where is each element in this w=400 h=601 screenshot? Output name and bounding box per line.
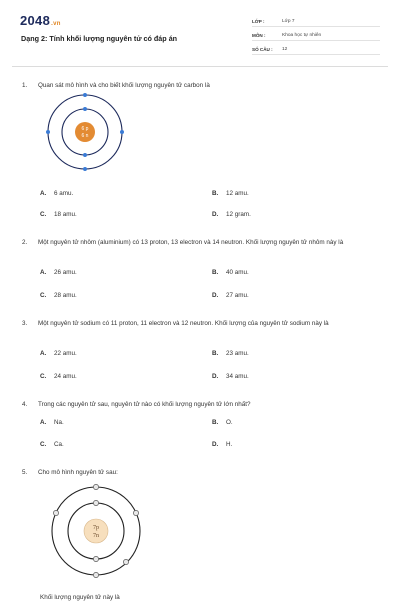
option-letter: A. [40,269,47,276]
option-2c[interactable] [40,292,77,299]
nucleus-protons: 7p [93,525,99,531]
question-number: 1. [22,82,28,89]
question-1 [22,80,381,92]
logo-suffix: .vn [51,21,61,27]
option-3a[interactable] [40,350,77,357]
option-text: H. [226,441,233,448]
meta-label: SỐ CÂU : [252,47,273,52]
question-5 [22,467,381,479]
question-3 [22,318,381,330]
option-4c[interactable] [40,441,64,448]
option-text: O. [226,419,233,426]
option-letter: D. [212,211,219,218]
option-letter: C. [40,373,47,380]
option-text: 27 amu. [226,292,249,299]
question-text: Quan sát mô hình và cho biết khối lượng nguyên tử carbon là [38,82,210,89]
meta-row-class [252,14,380,27]
meta-info [252,14,380,56]
page-header [0,0,400,64]
option-text: 22 amu. [54,350,77,357]
logo-main: 2048 [20,13,51,28]
option-text: 24 amu. [54,373,77,380]
option-4a[interactable] [40,419,64,426]
option-4d[interactable] [212,441,232,448]
option-text: 12 amu. [226,190,249,197]
option-4b[interactable] [212,419,233,426]
option-letter: D. [212,292,219,299]
meta-value: Lớp 7 [282,19,295,24]
option-text: Na. [54,419,64,426]
option-text: 26 amu. [54,269,77,276]
question-2 [22,237,381,249]
option-1a[interactable] [40,190,73,197]
option-1d[interactable] [212,211,251,218]
question-text: Một nguyên tử sodium có 11 proton, 11 electron và 12 neutron. Khối lượng của nguyên tử sodium này là [38,320,329,327]
option-letter: D. [212,441,219,448]
option-text: 34 amu. [226,373,249,380]
carbon-atom-diagram [44,92,128,174]
question-5-trailing-text: Khối lượng nguyên tử này là [40,594,120,601]
option-1c[interactable] [40,211,77,218]
option-letter: C. [40,292,47,299]
option-letter: A. [40,350,47,357]
option-3c[interactable] [40,373,77,380]
question-text: Trong các nguyên tử sau, nguyên tử nào có khối lượng nguyên tử lớn nhất? [38,401,251,408]
meta-row-subject [252,28,380,41]
nucleus-protons: 6 p [81,126,89,132]
question-number: 2. [22,239,28,246]
option-text: 18 amu. [54,211,77,218]
meta-value: 12 [282,47,288,52]
option-3b[interactable] [212,350,249,357]
meta-row-count [252,42,380,55]
nucleus-neutrons: 6 n [81,133,89,139]
option-text: Ca. [54,441,64,448]
meta-label: LỚP : [252,19,265,24]
option-2d[interactable] [212,292,249,299]
option-text: 23 amu. [226,350,249,357]
nucleus [84,519,108,543]
question-text: Cho mô hình nguyên tử sau: [38,469,118,476]
header-divider [12,66,388,67]
question-number: 3. [22,320,28,327]
option-letter: A. [40,419,47,426]
site-logo[interactable] [20,13,61,28]
option-text: 12 gram. [226,211,251,218]
option-text: 28 amu. [54,292,77,299]
nucleus [75,122,95,142]
option-1b[interactable] [212,190,249,197]
option-letter: B. [212,190,219,197]
option-letter: C. [40,211,47,218]
option-text: 6 amu. [54,190,74,197]
option-letter: C. [40,441,47,448]
question-4 [22,399,381,411]
option-3d[interactable] [212,373,249,380]
option-letter: D. [212,373,219,380]
option-letter: B. [212,419,219,426]
option-text: 40 amu. [226,269,249,276]
question-number: 4. [22,401,28,408]
option-letter: B. [212,350,219,357]
nucleus-neutrons: 7n [93,533,99,539]
question-number: 5. [22,469,28,476]
meta-label: MÔN : [252,33,266,38]
page-title: Dạng 2: Tính khối lượng nguyên tử có đáp án [21,34,178,43]
option-2a[interactable] [40,269,77,276]
option-letter: A. [40,190,47,197]
meta-value: Khoa học tự nhiên [282,33,322,38]
option-letter: B. [212,269,219,276]
option-2b[interactable] [212,269,249,276]
question-text: Một nguyên tử nhôm (aluminium) có 13 proton, 13 electron và 14 neutron. Khối lượng nguyên tử nhôm này là [38,239,344,246]
nitrogen-atom-diagram [46,483,146,583]
